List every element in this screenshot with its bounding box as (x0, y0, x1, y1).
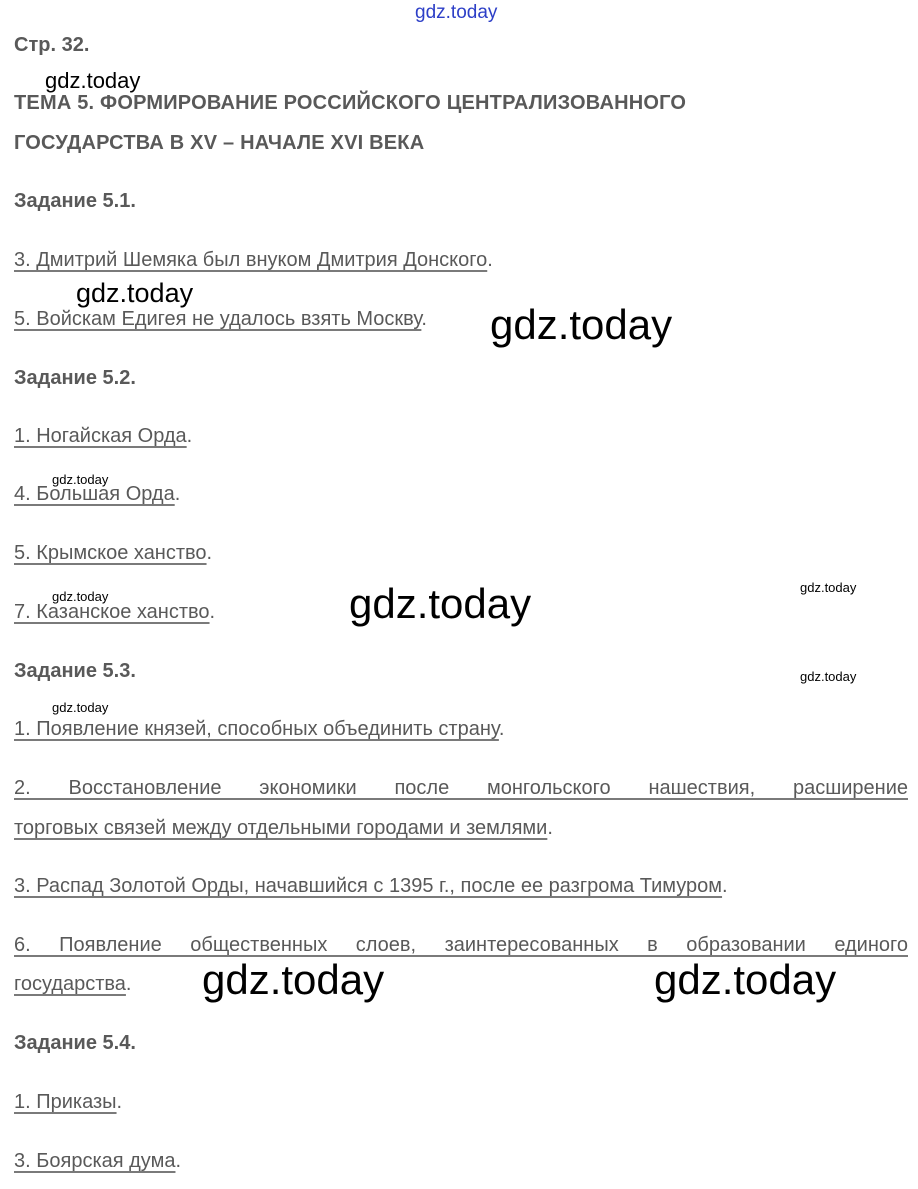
answer-text: 6. Появление общественных слоев, заинтересованных в образовании единого (14, 934, 908, 956)
watermark: gdz.today (45, 68, 141, 93)
task-5-2-answer-7 (14, 600, 215, 624)
watermark: gdz.today (76, 278, 194, 308)
answer-period: . (175, 1150, 182, 1172)
answer-text: 5. Крымское ханство (14, 542, 207, 564)
answer-period: . (547, 817, 553, 839)
task-5-3-answer-1 (14, 717, 504, 741)
task-5-2-answer-1 (14, 424, 192, 448)
watermark: gdz.today (349, 580, 532, 627)
page-label: Стр. 32. (14, 34, 90, 56)
answer-period: . (421, 308, 427, 330)
watermark: gdz.today (52, 589, 109, 604)
topic-title-line-1: ТЕМА 5. ФОРМИРОВАНИЕ РОССИЙСКОГО ЦЕНТРАЛИЗОВАННОГО (14, 92, 687, 114)
answer-text: 5. Войскам Едигея не удалось взять Москву (14, 308, 422, 330)
answer-text: торговых связей между отдельными городами и землями (14, 817, 548, 839)
watermark: gdz.today (800, 669, 857, 684)
watermark: gdz.today (490, 301, 673, 348)
watermark-top: gdz.today (415, 2, 498, 23)
answer-period: . (125, 973, 132, 995)
answer-period: . (722, 875, 728, 897)
task-5-3-answer-6-line-1 (14, 933, 908, 957)
answer-period: . (209, 601, 216, 623)
answer-text: 1. Ногайская Орда (14, 425, 187, 447)
task-5-2-title: Задание 5.2. (14, 367, 136, 389)
task-5-4-answer-1 (14, 1090, 122, 1114)
answer-period: . (116, 1091, 123, 1113)
answer-text: 7. Казанское ханство (14, 601, 210, 623)
watermark: gdz.today (52, 700, 109, 715)
answer-period: . (498, 718, 505, 740)
task-5-2-answer-5 (14, 541, 212, 565)
answer-period: . (206, 542, 213, 564)
answer-text: государства (14, 973, 126, 995)
watermark: gdz.today (800, 580, 857, 595)
watermark: gdz.today (52, 472, 109, 487)
answer-text: 3. Боярская дума (14, 1150, 176, 1172)
watermark: gdz.today (202, 956, 385, 1003)
task-5-1-answer-5 (14, 307, 427, 331)
answer-text: 3. Дмитрий Шемяка был внуком Дмитрия Донского (14, 249, 488, 271)
answer-text: 2. Восстановление экономики после монгольского нашествия, расширение (14, 777, 908, 799)
task-5-4-title: Задание 5.4. (14, 1032, 136, 1054)
answer-period: . (487, 249, 493, 271)
answer-text: 1. Приказы (14, 1091, 117, 1113)
task-5-3-answer-3 (14, 874, 728, 898)
task-5-4-answer-3 (14, 1149, 181, 1173)
answer-period: . (186, 425, 193, 447)
task-5-3-answer-6-line-2 (14, 972, 131, 996)
answer-text: 3. Распад Золотой Орды, начавшийся с 1395 г., после ее разгрома Тимуром (14, 875, 723, 897)
task-5-1-title: Задание 5.1. (14, 190, 136, 212)
topic-title-line-2: ГОСУДАРСТВА В XV – НАЧАЛЕ XVI ВЕКА (14, 132, 425, 154)
task-5-3-title: Задание 5.3. (14, 660, 136, 682)
answer-text: 4. Большая Орда (14, 483, 175, 505)
task-5-3-answer-2-line-1 (14, 776, 908, 800)
answer-period: . (174, 483, 181, 505)
watermark: gdz.today (654, 956, 837, 1003)
task-5-1-answer-3 (14, 248, 493, 272)
answer-text: 1. Появление князей, способных объединить страну (14, 718, 499, 740)
task-5-3-answer-2-line-2 (14, 816, 553, 840)
